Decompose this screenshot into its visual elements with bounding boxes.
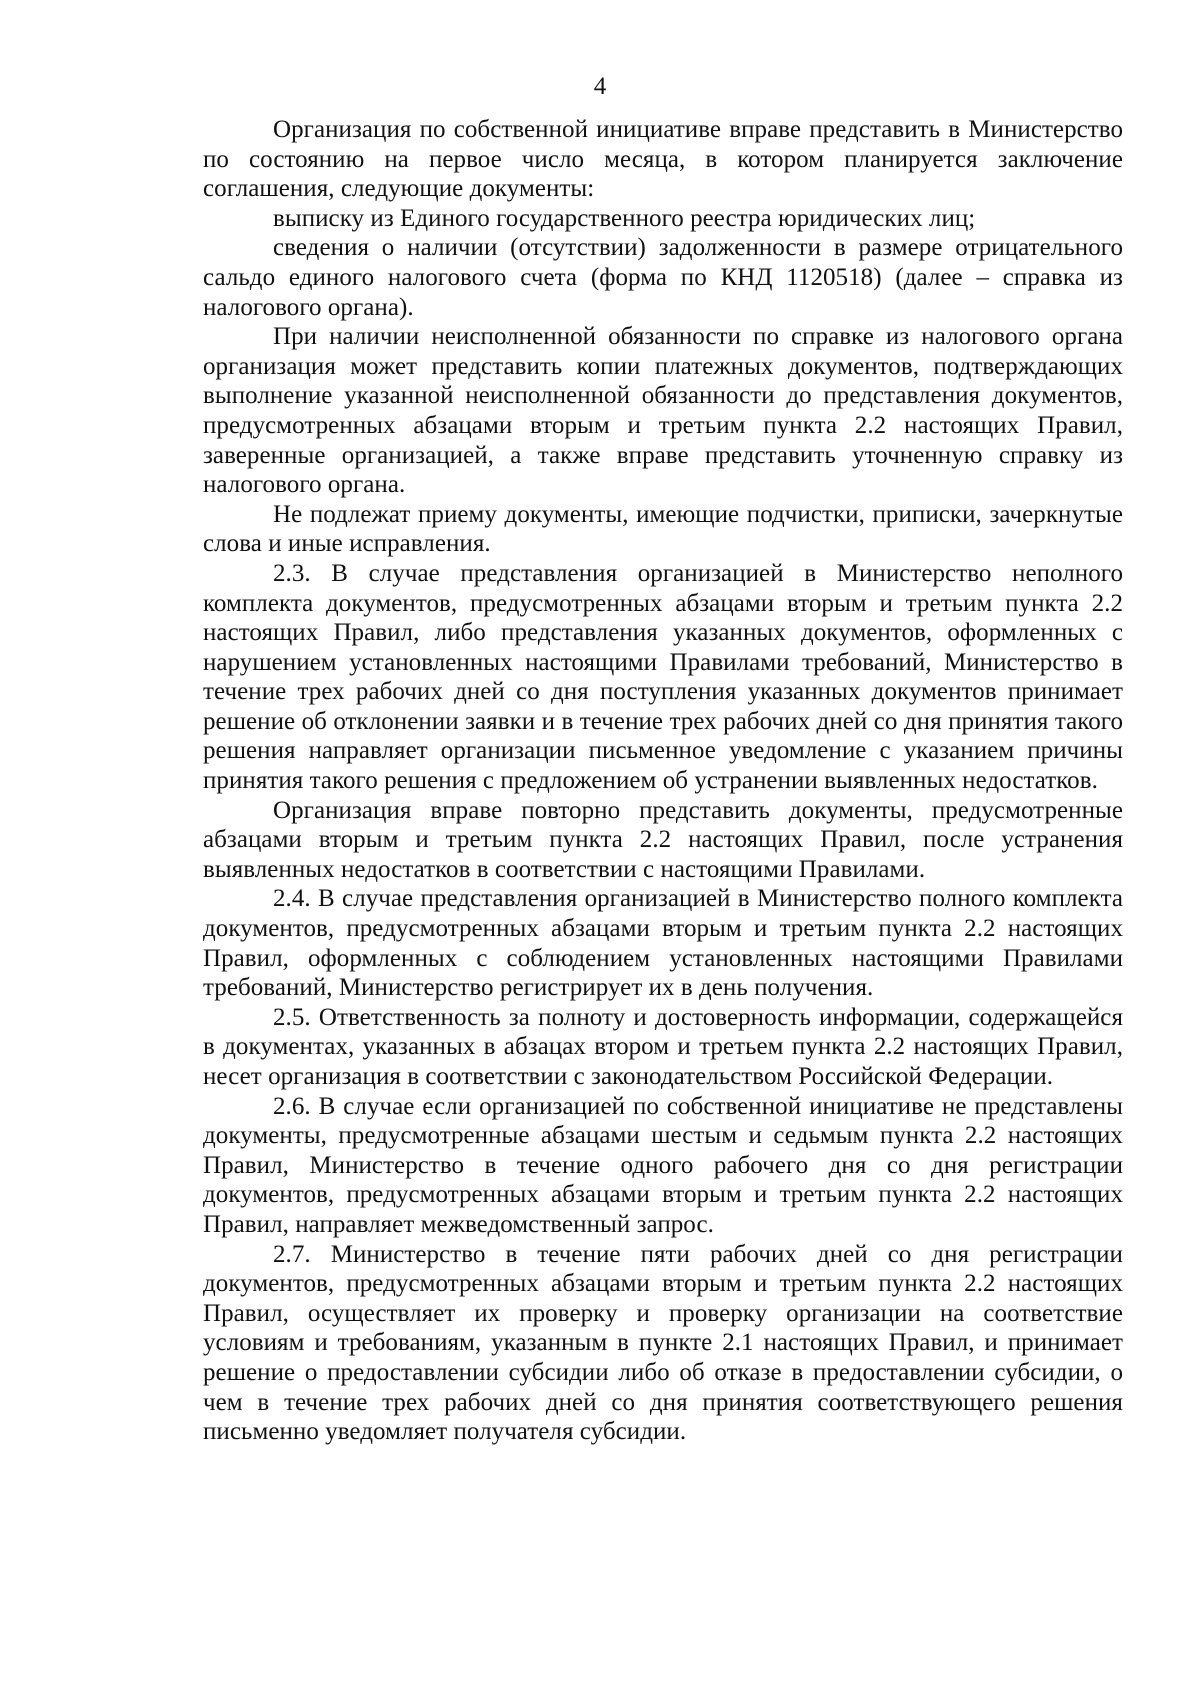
paragraph-2-4: 2.4. В случае представления организацией в Министерство полного комплекта документов, предусмотренных абзацами вторым и третьим пункта 2.2 настоящих Правил, оформленных с соблюдением установленных настоящими Правилами требований, Министерство регистрирует их в день получения. — [203, 885, 1123, 1002]
paragraph-2-7: 2.7. Министерство в течение пяти рабочих дней со дня регистрации документов, предусмотренных абзацами вторым и третьим пункта 2.2 настоящих Правил, осуществляет их проверку и проверку организации на соответствие условиям и требованиям, указанным в пункте 2.1 настоящих Правил, и принимает решение о предоставлении субсидии либо об отказе в предоставлении субсидии, о чем в течение трех рабочих дней со дня принятия соответствующего решения письменно уведомляет получателя субсидии. — [203, 1240, 1123, 1446]
paragraph-not-accepted: Не подлежат приему документы, имеющие подчистки, приписки, зачеркнутые слова и иные исправления. — [203, 500, 1123, 558]
paragraph-payment-documents: При наличии неисполненной обязанности по справке из налогового органа организация может представить копии платежных документов, подтверждающих выполнение указанной неисполненной обязанности до представления документов, предусмотренных абзацами вторым и третьим пункта 2.2 настоящих Правил, заверенные организацией, а также вправе представить уточненную справку из налогового органа. — [203, 323, 1123, 499]
paragraph-tax-debt-info: сведения о наличии (отсутствии) задолженности в размере отрицательного сальдо единого налогового счета (форма по КНД 1120518) (далее – справка из налогового органа). — [203, 234, 1123, 321]
paragraph-2-3: 2.3. В случае представления организацией в Министерство неполного комплекта документов, предусмотренных абзацами вторым и третьим пункта 2.2 настоящих Правил, либо представления указанных документов, оформленных с нарушением установленных настоящими Правилами требований, Министерство в течение трех рабочих дней со дня поступления указанных документов принимает решение об отклонении заявки и в течение трех рабочих дней со дня принятия такого решения направляет организации письменное уведомление с указанием причины принятия такого решения с предложением об устранении выявленных недостатков. — [203, 559, 1123, 795]
paragraph-resubmission: Организация вправе повторно представить документы, предусмотренные абзацами вторым и третьим пункта 2.2 настоящих Правил, после устранения выявленных недостатков в соответствии с настоящими Правилами. — [203, 796, 1123, 883]
document-body — [203, 115, 1123, 1447]
paragraph-2-6: 2.6. В случае если организацией по собственной инициативе не представлены документы, предусмотренные абзацами шестым и седьмым пункта 2.2 настоящих Правил, Министерство в течение одного рабочего дня со дня регистрации документов, предусмотренных абзацами вторым и третьим пункта 2.2 настоящих Правил, направляет межведомственный запрос. — [203, 1092, 1123, 1238]
paragraph-2-5: 2.5. Ответственность за полноту и достоверность информации, содержащейся в документах, указанных в абзацах втором и третьем пункта 2.2 настоящих Правил, несет организация в соответствии с законодательством Российской Федерации. — [203, 1003, 1123, 1090]
paragraph-intro: Организация по собственной инициативе вправе представить в Министерство по состоянию на первое число месяца, в котором планируется заключение соглашения, следующие документы: — [203, 116, 1123, 203]
page-number: 4 — [593, 73, 607, 100]
paragraph-egrul-extract: выписку из Единого государственного реестра юридических лиц; — [273, 204, 976, 232]
